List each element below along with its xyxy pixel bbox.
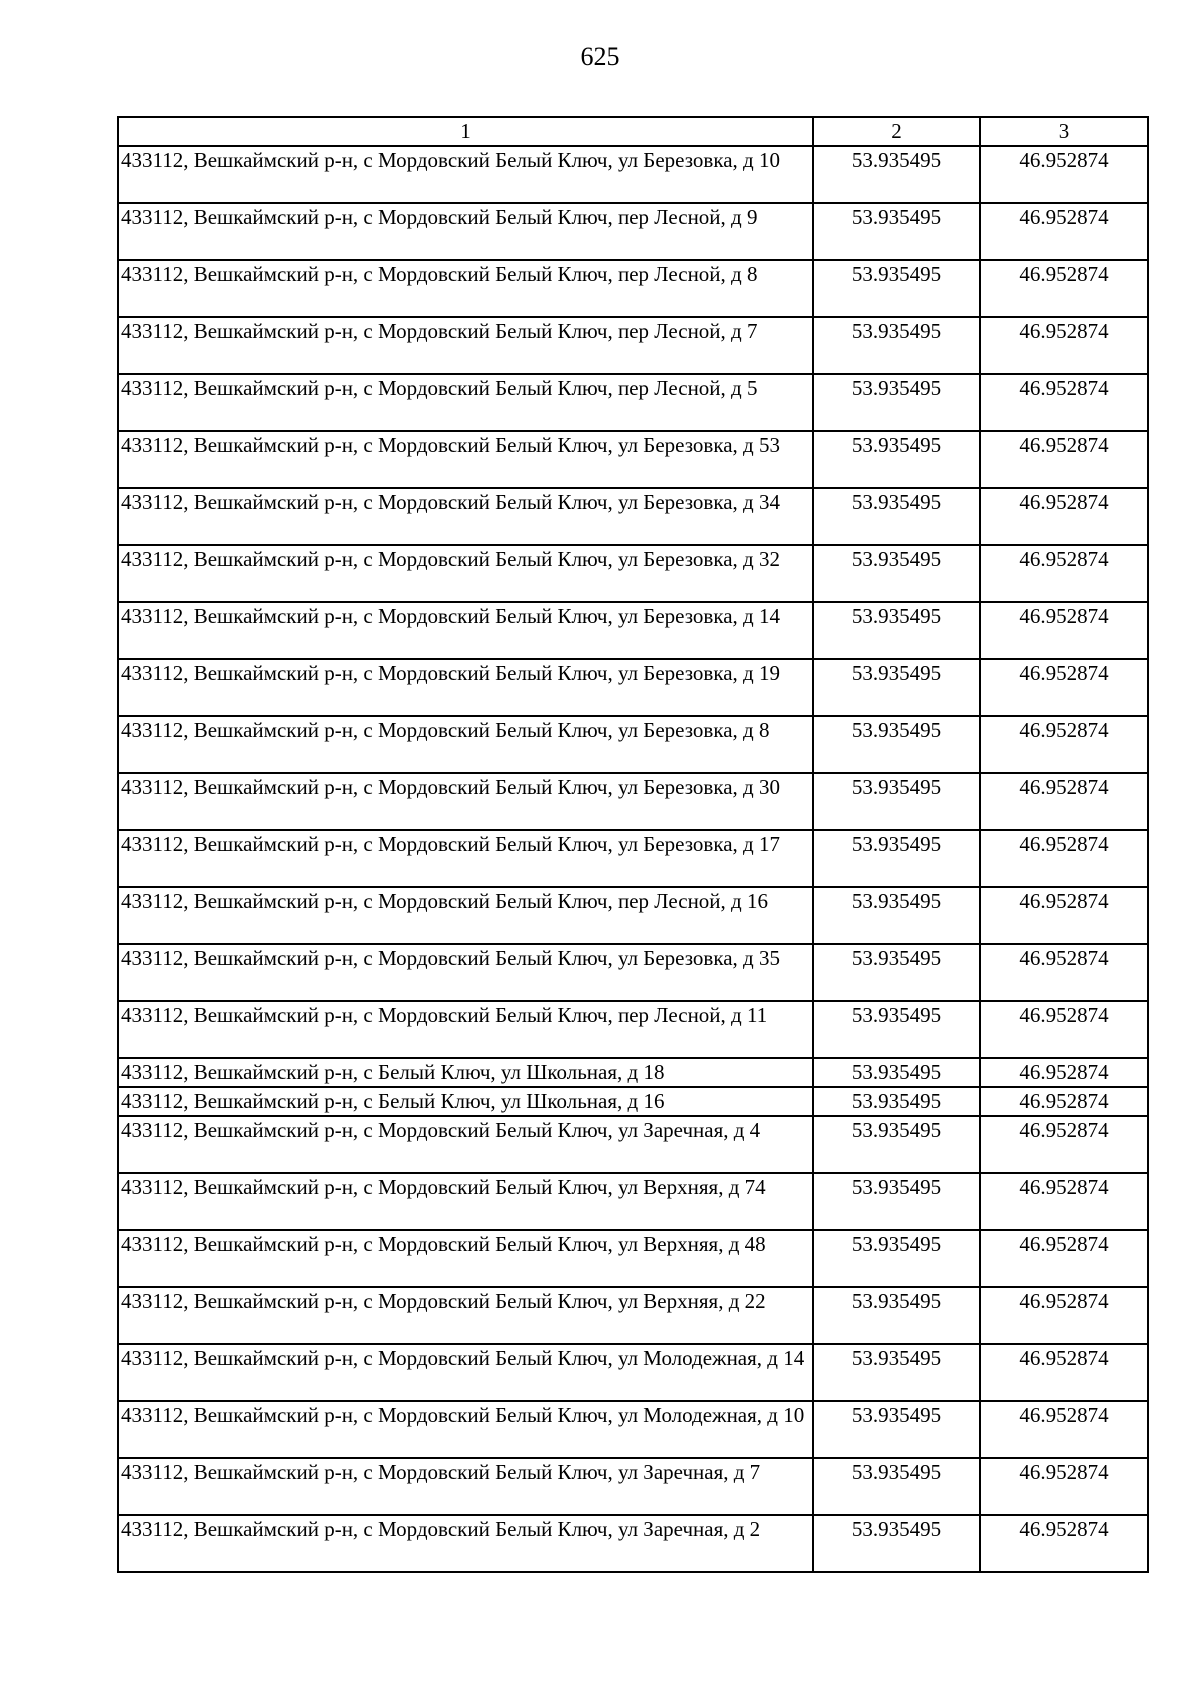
longitude-cell: 46.952874 (980, 830, 1148, 887)
longitude-cell: 46.952874 (980, 1058, 1148, 1087)
longitude-cell: 46.952874 (980, 488, 1148, 545)
table-row (118, 716, 1148, 773)
longitude-cell: 46.952874 (980, 716, 1148, 773)
longitude-cell: 46.952874 (980, 1001, 1148, 1058)
table-body (118, 146, 1148, 1572)
longitude-cell: 46.952874 (980, 1116, 1148, 1173)
longitude-cell: 46.952874 (980, 1087, 1148, 1116)
address-cell: 433112, Вешкаймский р-н, с Мордовский Белый Ключ, ул Березовка, д 35 (118, 944, 813, 1001)
longitude-cell: 46.952874 (980, 602, 1148, 659)
latitude-cell: 53.935495 (813, 1401, 980, 1458)
latitude-cell: 53.935495 (813, 1001, 980, 1058)
address-cell: 433112, Вешкаймский р-н, с Мордовский Белый Ключ, ул Березовка, д 53 (118, 431, 813, 488)
longitude-cell: 46.952874 (980, 887, 1148, 944)
longitude-cell: 46.952874 (980, 317, 1148, 374)
address-cell: 433112, Вешкаймский р-н, с Мордовский Белый Ключ, ул Березовка, д 30 (118, 773, 813, 830)
address-cell: 433112, Вешкаймский р-н, с Мордовский Белый Ключ, ул Березовка, д 10 (118, 146, 813, 203)
latitude-cell: 53.935495 (813, 830, 980, 887)
table-row (118, 659, 1148, 716)
address-cell: 433112, Вешкаймский р-н, с Мордовский Белый Ключ, ул Молодежная, д 14 (118, 1344, 813, 1401)
latitude-cell: 53.935495 (813, 374, 980, 431)
latitude-cell: 53.935495 (813, 1230, 980, 1287)
table-row (118, 317, 1148, 374)
address-cell: 433112, Вешкаймский р-н, с Мордовский Белый Ключ, ул Заречная, д 4 (118, 1116, 813, 1173)
table-row (118, 887, 1148, 944)
address-cell: 433112, Вешкаймский р-н, с Мордовский Белый Ключ, ул Верхняя, д 74 (118, 1173, 813, 1230)
table-row (118, 431, 1148, 488)
address-cell: 433112, Вешкаймский р-н, с Мордовский Белый Ключ, ул Верхняя, д 48 (118, 1230, 813, 1287)
address-cell: 433112, Вешкаймский р-н, с Мордовский Белый Ключ, ул Березовка, д 32 (118, 545, 813, 602)
table-row (118, 146, 1148, 203)
table-row (118, 1287, 1148, 1344)
table-row (118, 545, 1148, 602)
address-table (117, 116, 1149, 1573)
longitude-cell: 46.952874 (980, 773, 1148, 830)
table-row (118, 374, 1148, 431)
table-row (118, 1401, 1148, 1458)
latitude-cell: 53.935495 (813, 659, 980, 716)
address-cell: 433112, Вешкаймский р-н, с Мордовский Белый Ключ, пер Лесной, д 9 (118, 203, 813, 260)
latitude-cell: 53.935495 (813, 773, 980, 830)
address-cell: 433112, Вешкаймский р-н, с Мордовский Белый Ключ, ул Березовка, д 34 (118, 488, 813, 545)
table-row (118, 1001, 1148, 1058)
table-row (118, 773, 1148, 830)
longitude-cell: 46.952874 (980, 659, 1148, 716)
column-header-3: 3 (980, 117, 1148, 146)
latitude-cell: 53.935495 (813, 1458, 980, 1515)
address-cell: 433112, Вешкаймский р-н, с Мордовский Белый Ключ, ул Березовка, д 14 (118, 602, 813, 659)
table-row (118, 203, 1148, 260)
address-cell: 433112, Вешкаймский р-н, с Мордовский Белый Ключ, ул Заречная, д 2 (118, 1515, 813, 1572)
longitude-cell: 46.952874 (980, 146, 1148, 203)
longitude-cell: 46.952874 (980, 944, 1148, 1001)
address-cell: 433112, Вешкаймский р-н, с Мордовский Белый Ключ, пер Лесной, д 5 (118, 374, 813, 431)
longitude-cell: 46.952874 (980, 1173, 1148, 1230)
table-row (118, 1458, 1148, 1515)
longitude-cell: 46.952874 (980, 1287, 1148, 1344)
table-row (118, 1173, 1148, 1230)
latitude-cell: 53.935495 (813, 1058, 980, 1087)
address-cell: 433112, Вешкаймский р-н, с Мордовский Белый Ключ, ул Березовка, д 8 (118, 716, 813, 773)
table-row (118, 1087, 1148, 1116)
latitude-cell: 53.935495 (813, 1515, 980, 1572)
page-number: 625 (580, 42, 620, 71)
table-row (118, 1230, 1148, 1287)
table-row (118, 944, 1148, 1001)
latitude-cell: 53.935495 (813, 317, 980, 374)
latitude-cell: 53.935495 (813, 545, 980, 602)
longitude-cell: 46.952874 (980, 545, 1148, 602)
address-cell: 433112, Вешкаймский р-н, с Белый Ключ, ул Школьная, д 16 (118, 1087, 813, 1116)
longitude-cell: 46.952874 (980, 1401, 1148, 1458)
table-row (118, 1058, 1148, 1087)
latitude-cell: 53.935495 (813, 716, 980, 773)
latitude-cell: 53.935495 (813, 260, 980, 317)
longitude-cell: 46.952874 (980, 374, 1148, 431)
table-row (118, 260, 1148, 317)
longitude-cell: 46.952874 (980, 1458, 1148, 1515)
address-cell: 433112, Вешкаймский р-н, с Мордовский Белый Ключ, ул Заречная, д 7 (118, 1458, 813, 1515)
latitude-cell: 53.935495 (813, 1344, 980, 1401)
latitude-cell: 53.935495 (813, 944, 980, 1001)
column-header-2: 2 (813, 117, 980, 146)
table-row (118, 1116, 1148, 1173)
address-cell: 433112, Вешкаймский р-н, с Мордовский Белый Ключ, ул Верхняя, д 22 (118, 1287, 813, 1344)
address-cell: 433112, Вешкаймский р-н, с Мордовский Белый Ключ, ул Березовка, д 19 (118, 659, 813, 716)
longitude-cell: 46.952874 (980, 1515, 1148, 1572)
longitude-cell: 46.952874 (980, 431, 1148, 488)
latitude-cell: 53.935495 (813, 1087, 980, 1116)
latitude-cell: 53.935495 (813, 431, 980, 488)
table-row (118, 830, 1148, 887)
latitude-cell: 53.935495 (813, 602, 980, 659)
latitude-cell: 53.935495 (813, 488, 980, 545)
latitude-cell: 53.935495 (813, 1116, 980, 1173)
latitude-cell: 53.935495 (813, 887, 980, 944)
latitude-cell: 53.935495 (813, 1287, 980, 1344)
address-cell: 433112, Вешкаймский р-н, с Белый Ключ, ул Школьная, д 18 (118, 1058, 813, 1087)
latitude-cell: 53.935495 (813, 1173, 980, 1230)
latitude-cell: 53.935495 (813, 146, 980, 203)
address-cell: 433112, Вешкаймский р-н, с Мордовский Белый Ключ, пер Лесной, д 8 (118, 260, 813, 317)
address-cell: 433112, Вешкаймский р-н, с Мордовский Белый Ключ, пер Лесной, д 11 (118, 1001, 813, 1058)
longitude-cell: 46.952874 (980, 260, 1148, 317)
address-cell: 433112, Вешкаймский р-н, с Мордовский Белый Ключ, пер Лесной, д 7 (118, 317, 813, 374)
address-cell: 433112, Вешкаймский р-н, с Мордовский Белый Ключ, ул Березовка, д 17 (118, 830, 813, 887)
longitude-cell: 46.952874 (980, 203, 1148, 260)
longitude-cell: 46.952874 (980, 1230, 1148, 1287)
table-row (118, 1344, 1148, 1401)
table-row (118, 602, 1148, 659)
address-cell: 433112, Вешкаймский р-н, с Мордовский Белый Ключ, пер Лесной, д 16 (118, 887, 813, 944)
column-header-1: 1 (118, 117, 813, 146)
address-cell: 433112, Вешкаймский р-н, с Мордовский Белый Ключ, ул Молодежная, д 10 (118, 1401, 813, 1458)
table-header-row (118, 117, 1148, 146)
table-row (118, 488, 1148, 545)
table-row (118, 1515, 1148, 1572)
longitude-cell: 46.952874 (980, 1344, 1148, 1401)
latitude-cell: 53.935495 (813, 203, 980, 260)
